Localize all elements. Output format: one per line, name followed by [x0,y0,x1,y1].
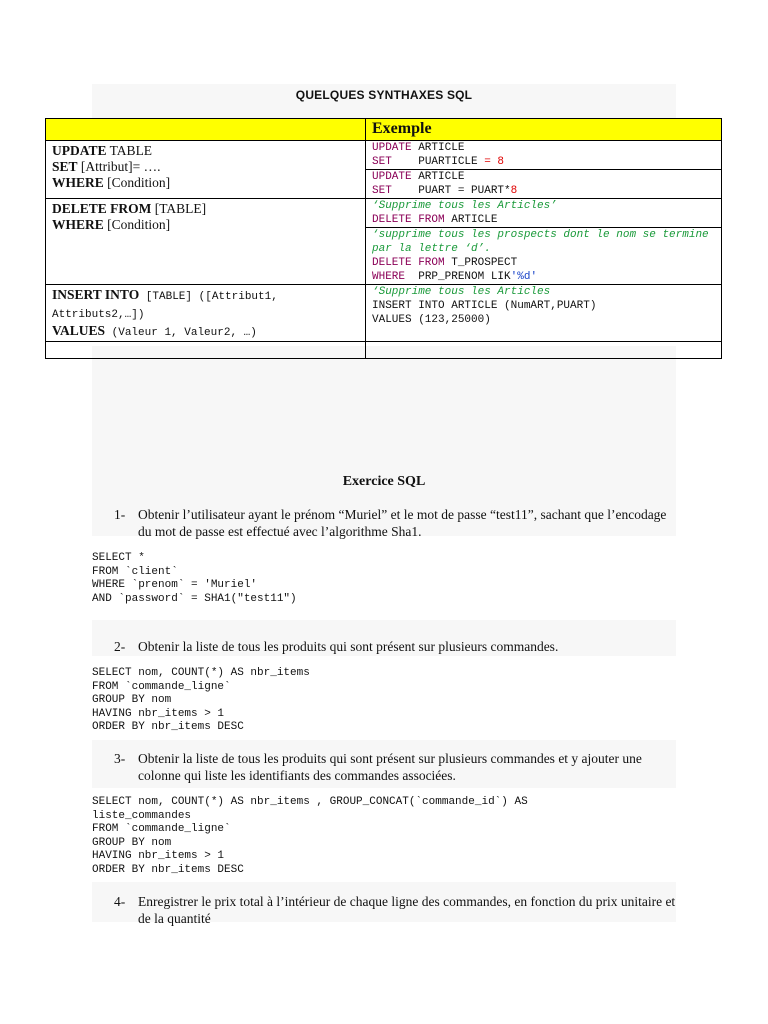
question-text: Obtenir la liste de tous les produits qui sont présent sur plusieurs commandes. [138,639,559,654]
update-example-1: UPDATE ARTICLE SET PUARTICLE = 8 [366,141,722,170]
syntax-table [45,118,722,359]
empty-row [46,342,722,359]
page-title: QUELQUES SYNTHAXES SQL [295,88,473,102]
question-4 [114,893,678,927]
question-number: 4- [114,894,126,909]
header-example: Exemple [366,119,722,141]
question-3 [114,750,678,784]
header-empty-cell [46,119,366,141]
question-number: 1- [114,507,126,522]
update-row [46,141,722,170]
update-syntax-cell: UPDATE TABLE SET [Attribut]= …. WHERE [Condition] [46,141,366,199]
delete-example-1: ‘Supprime tous les Articles’ DELETE FROM ARTICLE [366,199,722,228]
sql-answer-1: SELECT * FROM `client` WHERE `prenom` = 'Muriel' AND `password` = SHA1("test11") [92,552,297,605]
delete-row [46,199,722,228]
insert-row [46,285,722,342]
exercise-title: Exercice SQL [342,474,426,489]
delete-example-2: ‘supprime tous les prospects dont le nom se termine par la lettre ‘d’. DELETE FROM T_PROSPECT WHERE PRP_PRENOM LIK'%d' [366,228,722,285]
question-number: 2- [114,639,126,654]
question-text: Obtenir l’utilisateur ayant le prénom “Muriel” et le mot de passe “test11”, sachant que l’encodage du mot de passe est effectué avec l’algorithme Sha1. [138,507,667,539]
delete-syntax-cell: DELETE FROM [TABLE] WHERE [Condition] [46,199,366,285]
sql-answer-2: SELECT nom, COUNT(*) AS nbr_items FROM `commande_ligne` GROUP BY nom HAVING nbr_items > 1 ORDER BY nbr_items DESC [92,667,310,734]
question-text: Enregistrer le prix total à l’intérieur de chaque ligne des commandes, en fonction du prix unitaire et de la quantité [138,894,676,926]
question-text: Obtenir la liste de tous les produits qui sont présent sur plusieurs commandes et y ajouter une colonne qui liste les identifiants des commandes associées. [138,751,642,783]
insert-syntax-cell: INSERT INTO [TABLE] ([Attribut1, Attributs2,…]) VALUES (Valeur 1, Valeur2, …) [46,285,366,342]
sql-answer-3: SELECT nom, COUNT(*) AS nbr_items , GROUP_CONCAT(`commande_id`) AS liste_commandes FROM `commande_ligne` GROUP BY nom HAVING nbr_items > 1 ORDER BY nbr_items DESC [92,796,528,876]
question-1 [114,506,678,540]
question-number: 3- [114,751,126,766]
insert-example: ‘Supprime tous les Articles INSERT INTO ARTICLE (NumART,PUART) VALUES (123,25000) [366,285,722,342]
empty-cell-right [366,342,722,359]
question-2 [114,638,678,655]
empty-cell-left [46,342,366,359]
table-header-row [46,119,722,141]
update-example-2: UPDATE ARTICLE SET PUART = PUART*8 [366,170,722,199]
